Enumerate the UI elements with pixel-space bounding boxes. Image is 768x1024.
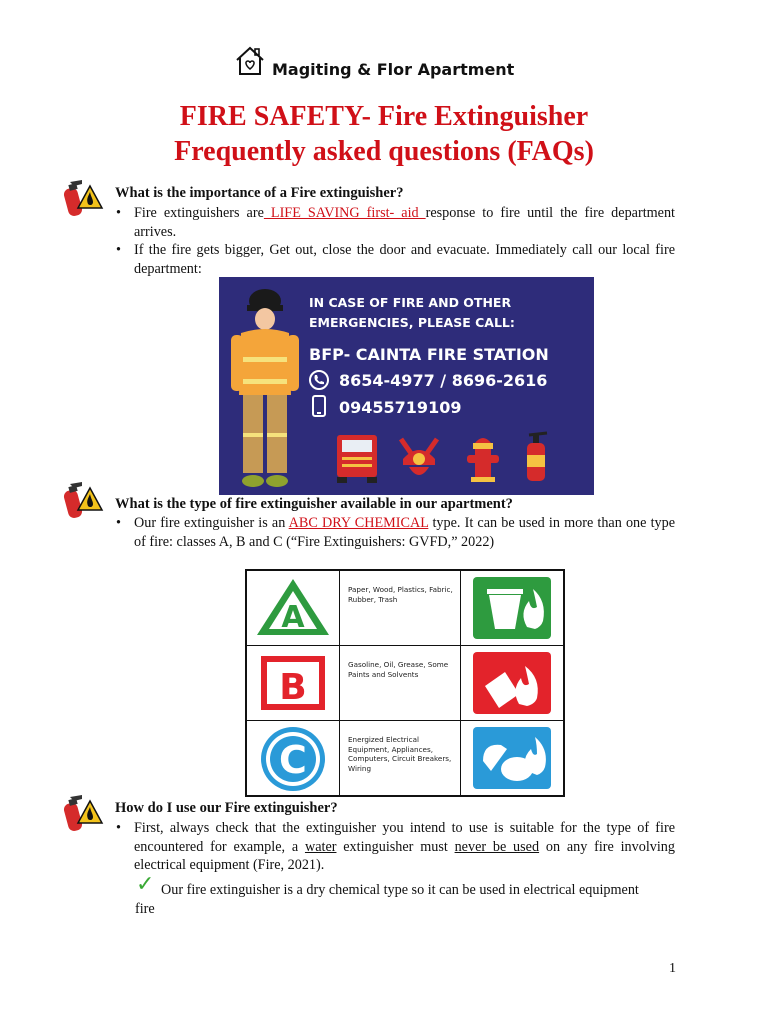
class-a-desc-cell: [340, 571, 461, 645]
class-a-icon-cell: [461, 571, 563, 645]
class-b-icon-cell: [461, 646, 563, 720]
page-subtitle: Frequently asked questions (FAQs): [174, 136, 594, 167]
fire-truck-icon: [333, 429, 381, 485]
faq-answer-1: [113, 204, 675, 278]
house-heart-icon: [233, 44, 267, 78]
fire-hydrant-icon: [459, 429, 507, 485]
document-header: [0, 44, 768, 80]
class-c-desc-cell: [340, 721, 461, 796]
fire-extinguisher-warning-icon: [60, 176, 104, 220]
class-a-symbol: [247, 571, 340, 645]
class-b-symbol: [247, 646, 340, 720]
fire-station-name: BFP- CAINTA FIRE STATION: [309, 345, 549, 364]
phone-icon: [309, 370, 329, 390]
apartment-name: Magiting & Flor Apartment: [272, 60, 515, 79]
faq-question-1: What is the importance of a Fire extinguisher?: [115, 185, 404, 201]
faq-answer-2: [113, 514, 675, 551]
page-number: 1: [669, 961, 676, 976]
landline-numbers: 8654-4977 / 8696-2616: [339, 371, 548, 390]
class-b-desc-cell: [340, 646, 461, 720]
electrical-plug-fire-icon: [461, 721, 563, 796]
faq1-b1-post: response to fire until the fire department arrives.: [134, 205, 675, 240]
faq-answer-3: [113, 819, 675, 875]
check-mark-icon: ✓: [136, 872, 155, 897]
faq-question-2: What is the type of fire extinguisher available in our apartment?: [115, 496, 513, 512]
faq3-bullet-1: [113, 819, 675, 875]
class-c-symbol: [247, 721, 340, 796]
faq3-b1-mid: extinguisher must: [336, 838, 455, 855]
fire-class-row-b: [247, 646, 563, 721]
class-b-letter: B: [279, 667, 307, 708]
dry-chemical-note: Our fire extinguisher is a dry chemical type so it can be used in electrical equipment fire: [135, 882, 639, 917]
class-b-description: Gasoline, Oil, Grease, Some Paints and Solvents: [348, 660, 449, 679]
faq3-b1-post: on any fire involving electrical equipment (Fire, 2021).: [134, 838, 675, 873]
fire-class-row-c: [247, 721, 563, 796]
faq1-bullet-2: • If the fire gets bigger, Get out, close the door and evacuate. Immediately call our local fire department:: [113, 241, 675, 278]
class-a-description: Paper, Wood, Plastics, Fabric, Rubber, Trash: [348, 585, 453, 604]
class-a-triangle-icon: [247, 571, 340, 646]
faq1-bullet-1: [113, 204, 675, 241]
fire-class-row-a: [247, 571, 563, 646]
emergency-call-banner: [219, 277, 594, 495]
mobile-phone-icon: [312, 395, 326, 417]
faq3-b1-water: water: [304, 838, 337, 855]
page-title: FIRE SAFETY- Fire Extinguisher: [179, 101, 589, 132]
fire-extinguisher-icon: [513, 429, 561, 485]
faq2-bullet-1: [113, 514, 675, 551]
faq1-b1-highlight: LIFE SAVING first- aid: [263, 205, 426, 221]
fire-extinguisher-warning-icon: [60, 478, 104, 522]
class-c-description: Energized Electrical Equipment, Appliances, Computers, Circuit Breakers, Wiring: [348, 735, 452, 773]
class-b-square-icon: [247, 646, 340, 721]
firefighter-emblem-icon: [395, 429, 443, 485]
mobile-number: 09455719109: [339, 398, 462, 417]
faq1-b1-pre: Fire extinguishers are: [134, 205, 264, 221]
banner-line-1: IN CASE OF FIRE AND OTHER: [309, 295, 512, 310]
banner-line-2: EMERGENCIES, PLEASE CALL:: [309, 315, 515, 330]
trash-fire-icon: [461, 571, 563, 646]
faq2-b1-pre: Our fire extinguisher is an: [134, 515, 289, 531]
fire-classes-table: [245, 569, 565, 797]
fire-extinguisher-warning-icon: [60, 791, 104, 835]
class-a-letter: A: [281, 600, 305, 635]
firefighter-icon: [225, 283, 305, 493]
class-c-icon-cell: [461, 721, 563, 796]
oil-can-fire-icon: [461, 646, 563, 721]
faq-question-3: How do I use our Fire extinguisher?: [115, 800, 338, 816]
class-c-circle-icon: [247, 721, 340, 796]
faq2-b1-highlight: ABC DRY CHEMICAL: [288, 515, 429, 531]
faq3-b1-pre: First, always check that the extinguisher you intend to use is suitable for the type of fire encountered for example, a: [134, 820, 675, 855]
class-c-letter: C: [279, 738, 307, 782]
faq2-b1-post: type. It can be used in more than one type of fire: classes A, B and C (“Fire Extinguishers: GVFD,” 2022): [134, 515, 675, 550]
faq3-b1-never: never be used: [454, 838, 540, 855]
